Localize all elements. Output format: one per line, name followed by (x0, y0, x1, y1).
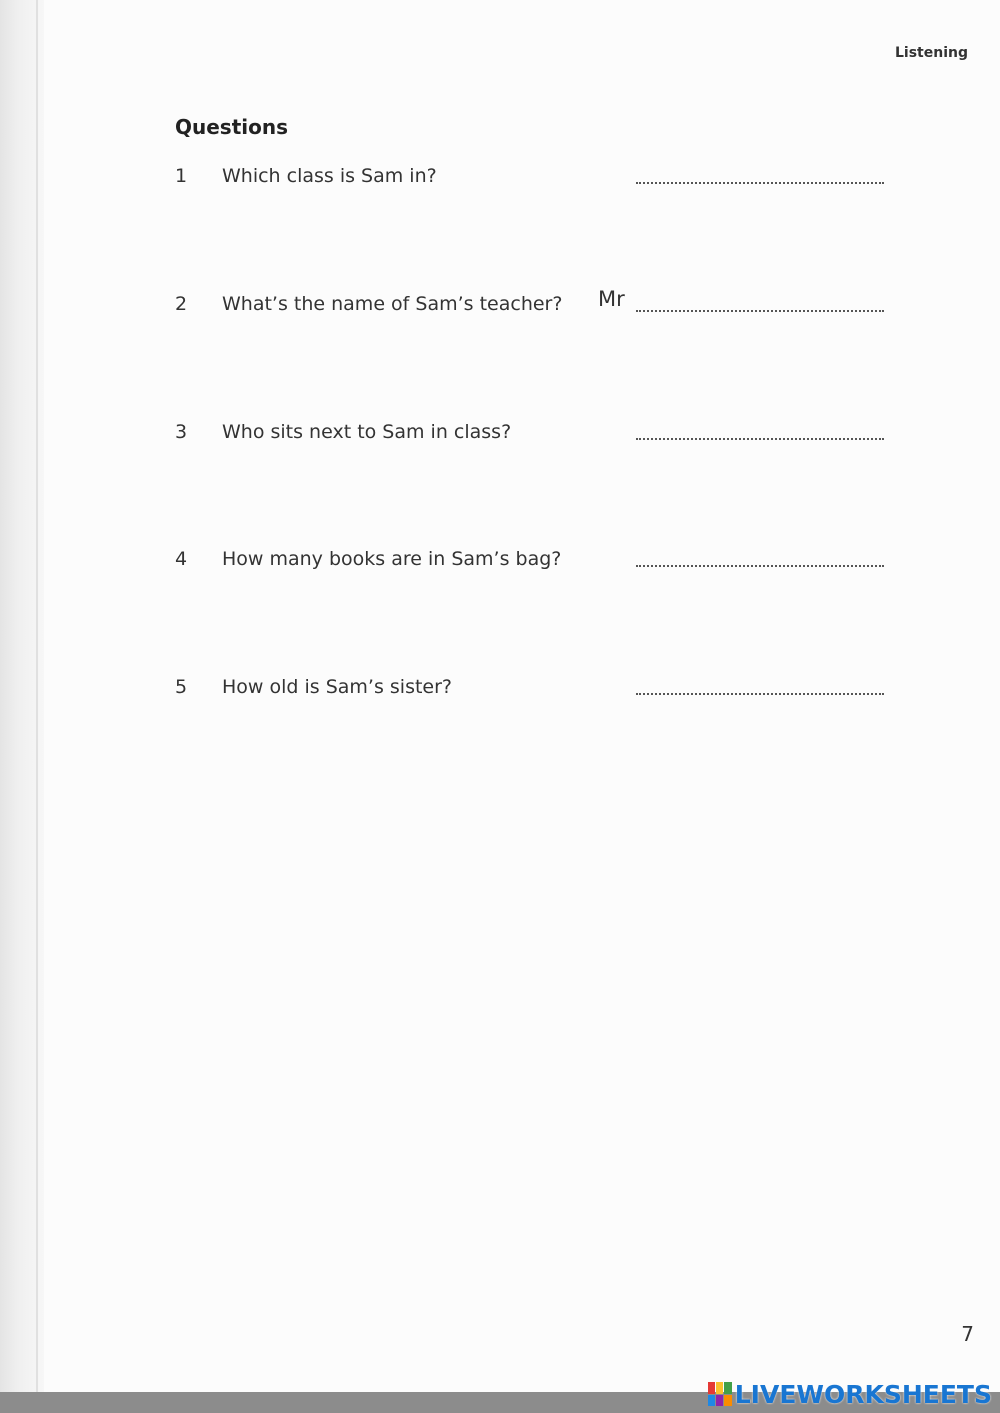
brand-logo[interactable] (708, 1379, 992, 1409)
liveworksheets-icon (708, 1382, 732, 1406)
question-row (0, 165, 1000, 205)
question-text: What’s the name of Sam’s teacher? (222, 293, 563, 315)
answer-field[interactable] (636, 179, 884, 184)
question-text: Which class is Sam in? (222, 165, 437, 187)
section-label: Listening (895, 45, 968, 61)
question-row (0, 548, 1000, 588)
page-number: 7 (961, 1322, 974, 1346)
answer-field[interactable] (636, 690, 884, 695)
question-number: 2 (175, 293, 188, 315)
question-number: 3 (175, 421, 188, 443)
question-text: How many books are in Sam’s bag? (222, 548, 562, 570)
question-row (0, 287, 1000, 333)
answer-field[interactable] (636, 435, 884, 440)
question-text: Who sits next to Sam in class? (222, 421, 512, 443)
answer-prefix: Mr (598, 287, 625, 311)
brand-name: LIVEWORKSHEETS (734, 1379, 992, 1409)
question-number: 1 (175, 165, 188, 187)
question-number: 4 (175, 548, 188, 570)
questions-heading: Questions (175, 115, 289, 139)
question-row (0, 676, 1000, 716)
question-number: 5 (175, 676, 188, 698)
answer-field[interactable] (636, 562, 884, 567)
question-text: How old is Sam’s sister? (222, 676, 453, 698)
question-row (0, 421, 1000, 461)
answer-field[interactable] (636, 307, 884, 312)
